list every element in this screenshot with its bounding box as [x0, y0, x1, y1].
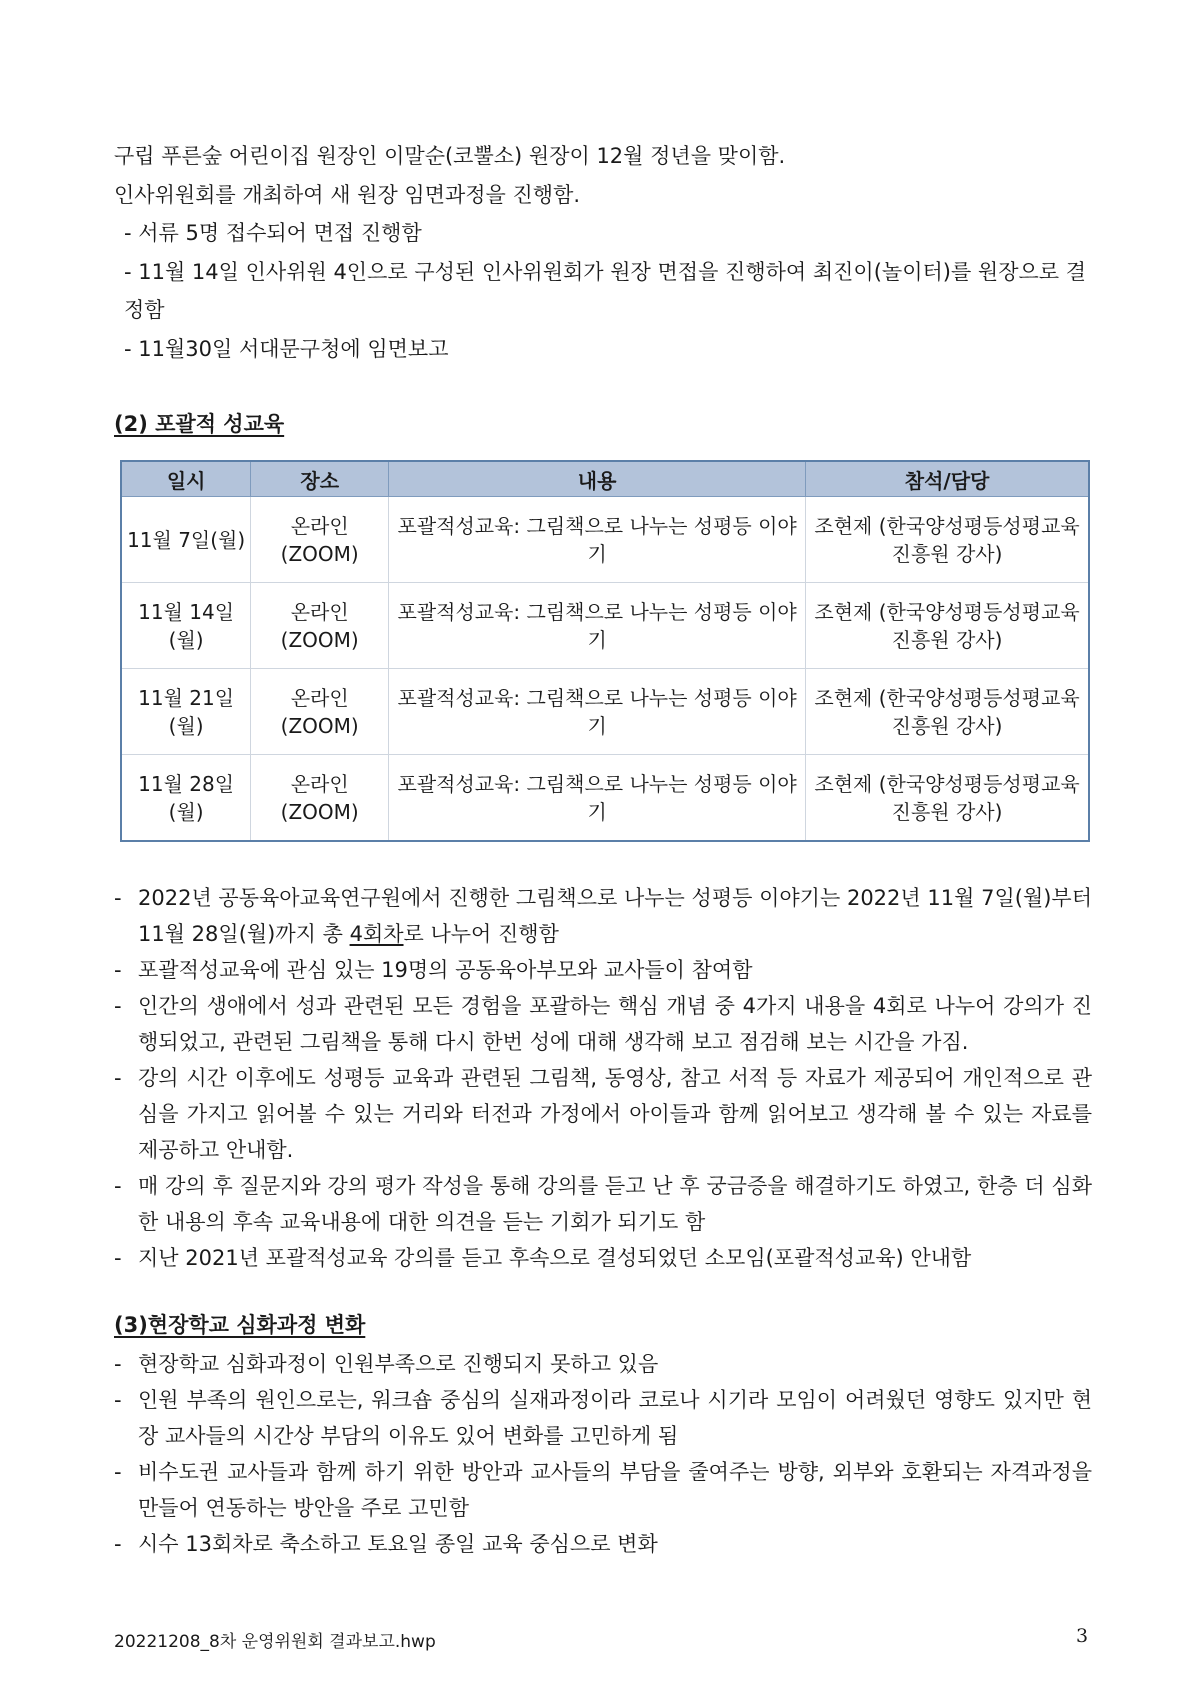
- table-row: [121, 755, 1089, 842]
- date-cell: 11월 21일(월): [121, 669, 251, 755]
- list-item: - 지난 2021년 포괄적성교육 강의를 듣고 후속으로 결성되었던 소모임(포괄적성교육) 안내함: [114, 1246, 972, 1270]
- intro-line: - 11월 14일 인사위원 4인으로 구성된 인사위원회가 원장 면접을 진행하여 최진이(놀이터)를 원장으로 결정함: [124, 259, 1087, 323]
- list-item: - 비수도권 교사들과 함께 하기 위한 방안과 교사들의 부담을 줄여주는 방향, 외부와 호환되는 자격과정을 만들어 연동하는 방안을 주로 고민함: [114, 1460, 1092, 1520]
- list-item: - 시수 13회차로 축소하고 토요일 종일 교육 중심으로 변화: [114, 1532, 658, 1556]
- staff-cell: 조현제 (한국양성평등성평교육진흥원 강사): [806, 669, 1089, 755]
- place-cell: 온라인(ZOOM): [251, 497, 389, 583]
- schedule-table: [120, 460, 1090, 842]
- bullet-text: 비수도권 교사들과 함께 하기 위한 방안과 교사들의 부담을 줄여주는 방향, 외부와 호환되는 자격과정을 만들어 연동하는 방안을 주로 고민함: [138, 1460, 1092, 1520]
- place-cell: 온라인(ZOOM): [251, 755, 389, 842]
- content-cell: 포괄적성교육: 그림책으로 나누는 성평등 이야기: [389, 497, 806, 583]
- section-heading: (2) 포괄적 성교육: [114, 412, 285, 436]
- place-cell: 온라인(ZOOM): [251, 583, 389, 669]
- table-header-cell: 장소: [251, 461, 389, 497]
- list-item: - 포괄적성교육에 관심 있는 19명의 공동육아부모와 교사들이 참여함: [114, 958, 753, 982]
- bullet-text: 매 강의 후 질문지와 강의 평가 작성을 통해 강의를 듣고 난 후 궁금증을 해결하기도 하였고, 한층 더 심화한 내용의 후속 교육내용에 대한 의견을 듣는 기회가 되기도 함: [138, 1174, 1092, 1234]
- section2-bullet-list: [114, 880, 1092, 1276]
- table-row: [121, 497, 1089, 583]
- staff-cell: 조현제 (한국양성평등성평교육진흥원 강사): [806, 755, 1089, 842]
- table-row: [121, 669, 1089, 755]
- bullet-text: 인간의 생애에서 성과 관련된 모든 경험을 포괄하는 핵심 개념 중 4가지 내용을 4회로 나누어 강의가 진행되었고, 관련된 그림책을 통해 다시 한번 성에 대해 생각해 보고 점검해 보는 시간을 가짐.: [138, 994, 1092, 1054]
- intro-line: 구립 푸른숲 어린이집 원장인 이말순(코뿔소) 원장이 12월 정년을 맞이함.: [114, 144, 786, 168]
- date-cell: 11월 7일(월): [121, 497, 251, 583]
- table-header-cell: 내용: [389, 461, 806, 497]
- page-number: 3: [1076, 1625, 1089, 1647]
- table-row: [121, 583, 1089, 669]
- bullet-text: 포괄적성교육에 관심 있는 19명의 공동육아부모와 교사들이 참여함: [138, 958, 753, 982]
- section3-bullet-list: [114, 1346, 1092, 1562]
- content-cell: 포괄적성교육: 그림책으로 나누는 성평등 이야기: [389, 755, 806, 842]
- intro-line: 인사위원회를 개최하여 새 원장 임면과정을 진행함.: [114, 182, 581, 207]
- list-item: - 현장학교 심화과정이 인원부족으로 진행되지 못하고 있음: [114, 1352, 659, 1376]
- content-cell: 포괄적성교육: 그림책으로 나누는 성평등 이야기: [389, 583, 806, 669]
- intro-paragraph: [114, 137, 1092, 369]
- list-item: - 인원 부족의 원인으로는, 워크숍 중심의 실재과정이라 코로나 시기라 모임이 어려웠던 영향도 있지만 현장 교사들의 시간상 부담의 이유도 있어 변화를 고민하게 됨: [114, 1388, 1092, 1448]
- bullet-underlined-text: 4회차: [349, 922, 404, 946]
- table-header-cell: 일시: [121, 461, 251, 497]
- list-item: - 강의 시간 이후에도 성평등 교육과 관련된 그림책, 동영상, 참고 서적 등 자료가 제공되어 개인적으로 관심을 가지고 읽어볼 수 있는 거리와 터전과 가정에서 아이들과 함께 읽어보고 생각해 볼 수 있는 자료를 제공하고 안내함.: [114, 1066, 1092, 1162]
- bullet-text: 인원 부족의 원인으로는, 워크숍 중심의 실재과정이라 코로나 시기라 모임이 어려웠던 영향도 있지만 현장 교사들의 시간상 부담의 이유도 있어 변화를 고민하게 됨: [138, 1388, 1092, 1448]
- date-cell: 11월 28일(월): [121, 755, 251, 842]
- staff-cell: 조현제 (한국양성평등성평교육진흥원 강사): [806, 497, 1089, 583]
- footer-filename: 20221208_8차 운영위원회 결과보고.hwp: [114, 1632, 436, 1652]
- table-header-cell: 참석/담당: [806, 461, 1089, 497]
- bullet-text: 지난 2021년 포괄적성교육 강의를 듣고 후속으로 결성되었던 소모임(포괄적성교육) 안내함: [138, 1246, 972, 1270]
- list-item: - 2022년 공동육아교육연구원에서 진행한 그림책으로 나누는 성평등 이야기는 2022년 11월 7일(월)부터 11월 28일(월)까지 총 4회차로 나누어 진행함: [114, 886, 1092, 946]
- intro-line: - 서류 5명 접수되어 면접 진행함: [124, 221, 422, 246]
- place-cell: 온라인(ZOOM): [251, 669, 389, 755]
- list-item: - 매 강의 후 질문지와 강의 평가 작성을 통해 강의를 듣고 난 후 궁금증을 해결하기도 하였고, 한층 더 심화한 내용의 후속 교육내용에 대한 의견을 듣는 기회가 되기도 함: [114, 1174, 1092, 1234]
- bullet-text: 로 나누어 진행함: [403, 922, 559, 946]
- content-cell: 포괄적성교육: 그림책으로 나누는 성평등 이야기: [389, 669, 806, 755]
- intro-line: - 11월30일 서대문구청에 임면보고: [124, 336, 449, 361]
- table-header-row: [121, 461, 1089, 497]
- bullet-text: 2022년 공동육아교육연구원에서 진행한 그림책으로 나누는 성평등 이야기는 2022년 11월 7일(월)부터 11월 28일(월)까지 총: [138, 886, 1092, 946]
- staff-cell: 조현제 (한국양성평등성평교육진흥원 강사): [806, 583, 1089, 669]
- section-heading: (3)현장학교 심화과정 변화: [114, 1313, 366, 1337]
- date-cell: 11월 14일(월): [121, 583, 251, 669]
- list-item: - 인간의 생애에서 성과 관련된 모든 경험을 포괄하는 핵심 개념 중 4가지 내용을 4회로 나누어 강의가 진행되었고, 관련된 그림책을 통해 다시 한번 성에 대해 생각해 보고 점검해 보는 시간을 가짐.: [114, 994, 1092, 1054]
- bullet-text: 강의 시간 이후에도 성평등 교육과 관련된 그림책, 동영상, 참고 서적 등 자료가 제공되어 개인적으로 관심을 가지고 읽어볼 수 있는 거리와 터전과 가정에서 아이들과 함께 읽어보고 생각해 볼 수 있는 자료를 제공하고 안내함.: [138, 1066, 1092, 1162]
- bullet-text: 현장학교 심화과정이 인원부족으로 진행되지 못하고 있음: [138, 1352, 659, 1376]
- bullet-text: 시수 13회차로 축소하고 토요일 종일 교육 중심으로 변화: [138, 1532, 658, 1556]
